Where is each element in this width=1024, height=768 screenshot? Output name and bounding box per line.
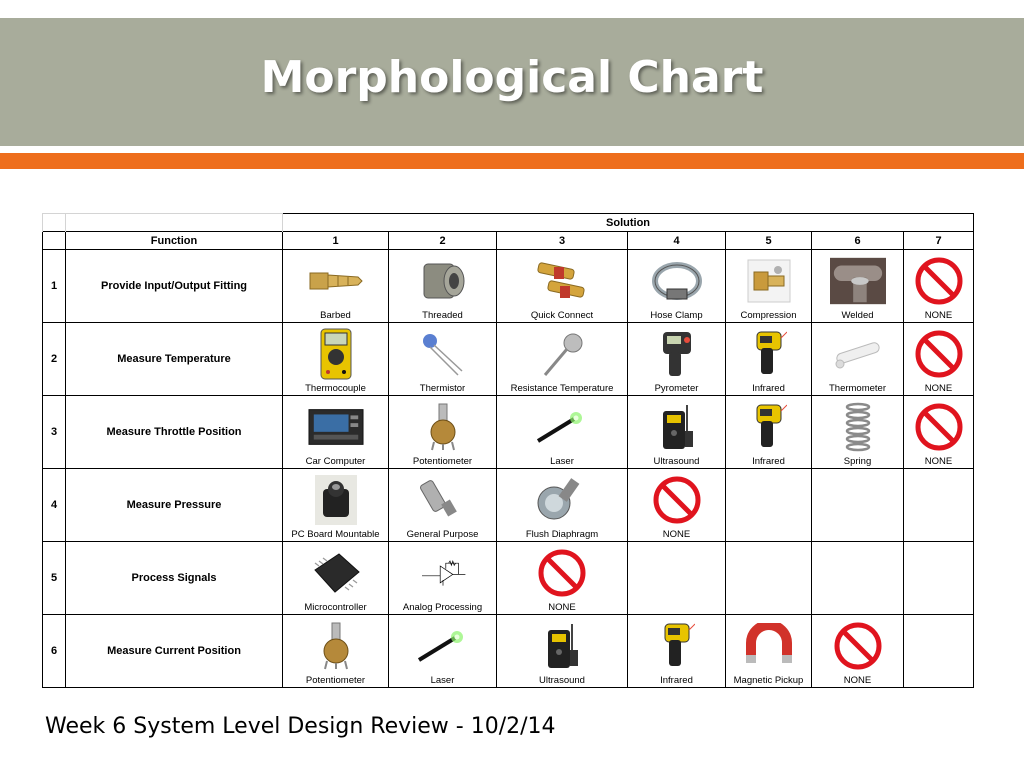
solution-cell (904, 250, 974, 323)
solution-cell (726, 615, 812, 688)
solution-cell (726, 323, 812, 396)
solution-label: NONE (924, 310, 953, 321)
none-icon (911, 256, 967, 306)
solution-cell (389, 542, 497, 615)
solution-cell (812, 396, 904, 469)
pyrometer-icon (649, 329, 705, 379)
solution-cell (628, 396, 726, 469)
table-row (43, 323, 974, 396)
solution-label: Car Computer (305, 456, 366, 467)
solution-cell (628, 542, 726, 615)
solution-cell (628, 250, 726, 323)
solution-cell (497, 323, 628, 396)
solution-cell (389, 250, 497, 323)
potentiometer-icon (415, 402, 471, 452)
solution-cell (283, 542, 389, 615)
solution-cell (628, 615, 726, 688)
row-number: 2 (43, 323, 66, 396)
row-number: 6 (43, 615, 66, 688)
solution-label: Threaded (422, 310, 463, 321)
microcontroller-icon (308, 548, 364, 598)
function-header: Function (66, 232, 283, 250)
solution-cell (904, 542, 974, 615)
solution-label: Thermocouple (305, 383, 366, 394)
solution-label: Microcontroller (304, 602, 367, 613)
solution-label: Barbed (320, 310, 351, 321)
solution-label: NONE (924, 456, 953, 467)
none-icon (911, 329, 967, 379)
function-name: Measure Throttle Position (66, 396, 283, 469)
solution-cell (726, 542, 812, 615)
column-header-row (43, 232, 974, 250)
row-number: 3 (43, 396, 66, 469)
solution-cell (812, 323, 904, 396)
table-row (43, 615, 974, 688)
row-number: 5 (43, 542, 66, 615)
barbed-fitting-icon (308, 256, 364, 306)
solution-cell (497, 469, 628, 542)
solution-cell (628, 469, 726, 542)
solution-cell (283, 396, 389, 469)
solution-cell (283, 323, 389, 396)
pcb-pressure-sensor-icon (308, 475, 364, 525)
column-header: 4 (628, 232, 726, 250)
thermometer-icon (830, 329, 886, 379)
infrared-thermometer-icon (649, 621, 705, 671)
header-corner (43, 232, 66, 250)
solution-label: Spring (843, 456, 872, 467)
slide-footer: Week 6 System Level Design Review - 10/2/14 (45, 714, 556, 739)
solution-cell (812, 615, 904, 688)
column-header: 2 (389, 232, 497, 250)
op-amp-circuit-icon (415, 548, 471, 598)
solution-label: General Purpose (406, 529, 479, 540)
solution-label: Pyrometer (654, 383, 699, 394)
solution-cell (628, 323, 726, 396)
solution-cell (726, 469, 812, 542)
laser-pointer-icon (534, 402, 590, 452)
solution-label: Laser (550, 456, 574, 467)
rtd-probe-icon (534, 329, 590, 379)
column-header: 3 (497, 232, 628, 250)
infrared-thermometer-icon (741, 402, 797, 452)
accent-bar (0, 153, 1024, 169)
solution-cell (497, 615, 628, 688)
solution-label: Compression (740, 310, 797, 321)
solution-label: NONE (662, 529, 691, 540)
solution-label: NONE (924, 383, 953, 394)
solution-label: Thermometer (828, 383, 886, 394)
table-row (43, 542, 974, 615)
solution-cell (812, 250, 904, 323)
none-icon (911, 402, 967, 452)
infrared-thermometer-icon (741, 329, 797, 379)
none-icon (649, 475, 705, 525)
solution-cell (497, 542, 628, 615)
solution-cell (389, 469, 497, 542)
solution-cell (283, 615, 389, 688)
morphological-chart-table (42, 213, 974, 688)
solution-cell (904, 469, 974, 542)
solution-cell (904, 615, 974, 688)
solution-label: Infrared (660, 675, 693, 686)
solution-label: Resistance Temperature (510, 383, 614, 394)
solution-cell (389, 396, 497, 469)
horseshoe-magnet-icon (741, 621, 797, 671)
solution-cell (389, 323, 497, 396)
solution-cell (389, 615, 497, 688)
solution-cell (497, 250, 628, 323)
solution-label: Magnetic Pickup (733, 675, 804, 686)
solution-label: Infrared (752, 383, 785, 394)
slide-title: Morphological Chart (260, 51, 764, 103)
compression-fitting-icon (741, 256, 797, 306)
function-name: Provide Input/Output Fitting (66, 250, 283, 323)
solution-label: Welded (841, 310, 874, 321)
potentiometer-icon (308, 621, 364, 671)
solution-label: NONE (843, 675, 872, 686)
table-row (43, 250, 974, 323)
multimeter-icon (308, 329, 364, 379)
car-computer-icon (308, 402, 364, 452)
solution-cell (497, 396, 628, 469)
solution-label: Analog Processing (402, 602, 483, 613)
solution-cell (904, 396, 974, 469)
title-band (0, 18, 1024, 146)
solution-header: Solution (283, 214, 974, 232)
laser-pointer-icon (415, 621, 471, 671)
flush-diaphragm-icon (534, 475, 590, 525)
solution-label: NONE (548, 602, 576, 613)
table-row (43, 396, 974, 469)
thermistor-icon (415, 329, 471, 379)
column-header: 7 (904, 232, 974, 250)
solution-cell (283, 469, 389, 542)
solution-label: Hose Clamp (650, 310, 703, 321)
hose-clamp-icon (649, 256, 705, 306)
function-name: Measure Current Position (66, 615, 283, 688)
row-number: 1 (43, 250, 66, 323)
solution-label: Flush Diaphragm (525, 529, 599, 540)
solution-cell (726, 250, 812, 323)
threaded-fitting-icon (415, 256, 471, 306)
solution-cell (283, 250, 389, 323)
column-header: 5 (726, 232, 812, 250)
table-body (43, 250, 974, 688)
solution-label: Ultrasound (653, 456, 700, 467)
welded-joint-icon (830, 256, 886, 306)
column-header: 1 (283, 232, 389, 250)
function-name: Measure Temperature (66, 323, 283, 396)
solution-label: Thermistor (419, 383, 466, 394)
column-header: 6 (812, 232, 904, 250)
solution-label: Infrared (752, 456, 785, 467)
solution-label: Potentiometer (305, 675, 366, 686)
solution-cell (812, 469, 904, 542)
quick-connect-icon (534, 256, 590, 306)
ultrasound-meter-icon (534, 621, 590, 671)
function-name: Process Signals (66, 542, 283, 615)
solution-label: PC Board Mountable (291, 529, 380, 540)
solution-cell (726, 396, 812, 469)
header-blank (43, 214, 66, 232)
solution-cell (904, 323, 974, 396)
function-name: Measure Pressure (66, 469, 283, 542)
spring-icon (830, 402, 886, 452)
solution-label: Laser (430, 675, 455, 686)
header-blank (66, 214, 283, 232)
table-row (43, 469, 974, 542)
none-icon (830, 621, 886, 671)
solution-header-row (43, 214, 974, 232)
solution-label: Ultrasound (539, 675, 585, 686)
pressure-transducer-icon (415, 475, 471, 525)
none-icon (534, 548, 590, 598)
solution-label: Quick Connect (530, 310, 594, 321)
ultrasound-meter-icon (649, 402, 705, 452)
row-number: 4 (43, 469, 66, 542)
solution-label: Potentiometer (412, 456, 473, 467)
solution-cell (812, 542, 904, 615)
